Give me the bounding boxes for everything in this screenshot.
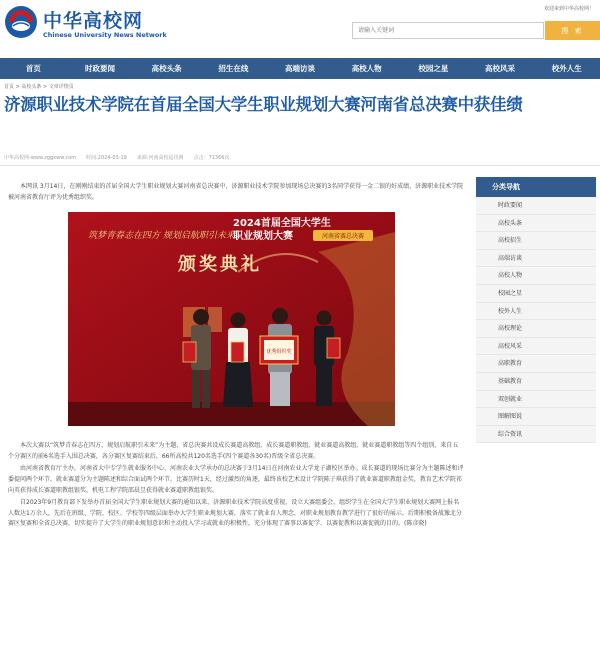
search-input[interactable]: [352, 22, 544, 39]
site-logo-english: Chinese University News Network: [43, 31, 167, 39]
nav-interviews[interactable]: 高端访谈: [285, 64, 316, 73]
breadcrumb[interactable]: 首页 > 高校头条 > 文章详情页: [4, 84, 74, 90]
meta-from: 来源:河南高校巡讯网: [136, 155, 184, 161]
nav-headlines[interactable]: 高校头条: [151, 64, 182, 73]
sidebar-item-styles[interactable]: 高校风采: [476, 338, 596, 356]
nav-admissions[interactable]: 招生在线: [218, 64, 249, 73]
sidebar-item-theory[interactable]: 高校理论: [476, 320, 596, 338]
sidebar-item-vocational[interactable]: 高职教育: [476, 355, 596, 373]
meta-time: 时间:2024-03-19: [86, 155, 127, 161]
sidebar-item-people[interactable]: 高校人物: [476, 267, 596, 285]
nav-campus-stars[interactable]: 校园之星: [418, 64, 449, 73]
sidebar-item-basic-education[interactable]: 基础教育: [476, 373, 596, 391]
nav-home[interactable]: 首页: [25, 64, 41, 73]
photo-banner-line2: 职业规划大赛: [233, 231, 293, 243]
article-title: 济源职业技术学院在首届全国大学生职业规划大赛河南省总决赛中获佳绩: [4, 95, 523, 114]
welcome-text: 欢迎来到中华高校网！: [543, 6, 594, 12]
divider: [0, 165, 600, 166]
sidebar-item-campus-stars[interactable]: 校园之星: [476, 285, 596, 303]
article-paragraph: 本次大赛以“筑梦青春志在四方，规划启航职引未来”为主题，省总决赛共设成长赛道高教组、成长赛道职教组、就业赛道高教组、就业赛道职教组等四个组别，来自五个分赛区的前6名选手入围总决赛，各分赛区复赛结束后，66所高校共120名选手(四个赛道各30名)晋级全省总决赛。: [8, 442, 459, 460]
main-nav: [0, 58, 600, 79]
sidebar-item-employment[interactable]: 双创就业: [476, 391, 596, 409]
sidebar-heading: 分类导航: [476, 177, 596, 197]
nav-styles[interactable]: 高校风采: [485, 64, 516, 73]
sidebar-item-politics[interactable]: 时政要闻: [476, 197, 596, 215]
photo-ceremony-title: 颁奖典礼: [178, 254, 262, 276]
article-paragraph: 本网讯 3月14日，在刚刚结束的首届全国大学生职业规划大赛河南省总决赛中，济源职业技术学院参加现场总决赛的3名同学获得一金二银的好成绩，济源职业技术学院被河南省教育厅评为优秀组织奖。: [8, 183, 464, 201]
meta-source: 中华高校网-www.zggxww.com: [4, 155, 77, 161]
globe-logo-icon[interactable]: [4, 5, 38, 39]
meta-clicks: 点击：71366次: [193, 155, 230, 161]
photo-slogan: 筑梦青春志在四方 规划启航职引未来: [88, 231, 235, 242]
article-paragraph: 自2023年9月教育部下发举办首届全国大学生职业规划大赛的通知以来，济源职业技术学院高度重视，设立大赛组委会，组织学生在全国大学生职业规划大赛网上报名人数达1万余人，先后在班级、学院、校区、学校等四级层面举办大学生职业规划大赛，落实了就业育人理念，对职业规划教育教学进行了很好的展示。后期积极备战豫北分赛区复赛和全省总决赛，切实提升了大学生的职业规划意识和主动投入学习或就业的积极性，充分体现了赛事以赛促学、以赛促教和以赛促就的目的。(陈彦晓): [8, 499, 462, 528]
category-sidebar: [476, 177, 596, 443]
photo-banner-line1: 2024首届全国大学生: [233, 218, 331, 230]
nav-politics[interactable]: 时政要闻: [85, 64, 115, 73]
nav-people[interactable]: 高校人物: [351, 64, 382, 73]
award-ceremony-photo: [68, 212, 395, 426]
sidebar-item-interviews[interactable]: 高端访谈: [476, 250, 596, 268]
article-body: [8, 182, 464, 532]
photo-banner-sub: 河南省赛总决赛: [321, 233, 365, 241]
sidebar-item-general-news[interactable]: 综合资讯: [476, 426, 596, 444]
certificate-text: 优秀组织奖: [266, 349, 292, 356]
nav-off-campus[interactable]: 校外人生: [551, 64, 582, 73]
sidebar-item-off-campus[interactable]: 校外人生: [476, 303, 596, 321]
photo-illustration: [68, 212, 395, 426]
sidebar-item-graphics[interactable]: 图解图说: [476, 408, 596, 426]
article-paragraph: 由河南省教育厅主办，河南省大中专学生就业服务中心、河南农业大学承办的总决赛于3月14日在河南农业大学龙子湖校区举办。成长赛道的现场比赛分为主题陈述和评委提问两个环节，就业赛道分为主题陈述和综合面试两个环节。比赛历时1天，经过激烈的角逐，最终该校艺术设计学院陈子琪获得了就业赛道职教组金奖，教育艺术学院祁向英获得成长赛道职教组银奖，机电工程学院邵晨昱获得就业赛道职教组银奖。: [8, 465, 464, 494]
sidebar-item-headlines[interactable]: 高校头条: [476, 215, 596, 233]
sidebar-item-admissions[interactable]: 高校招生: [476, 232, 596, 250]
search-button[interactable]: 搜 索: [545, 21, 600, 40]
article-meta: [4, 154, 229, 161]
site-logo-text[interactable]: 中华高校网: [43, 10, 144, 32]
site-header: [0, 0, 600, 56]
